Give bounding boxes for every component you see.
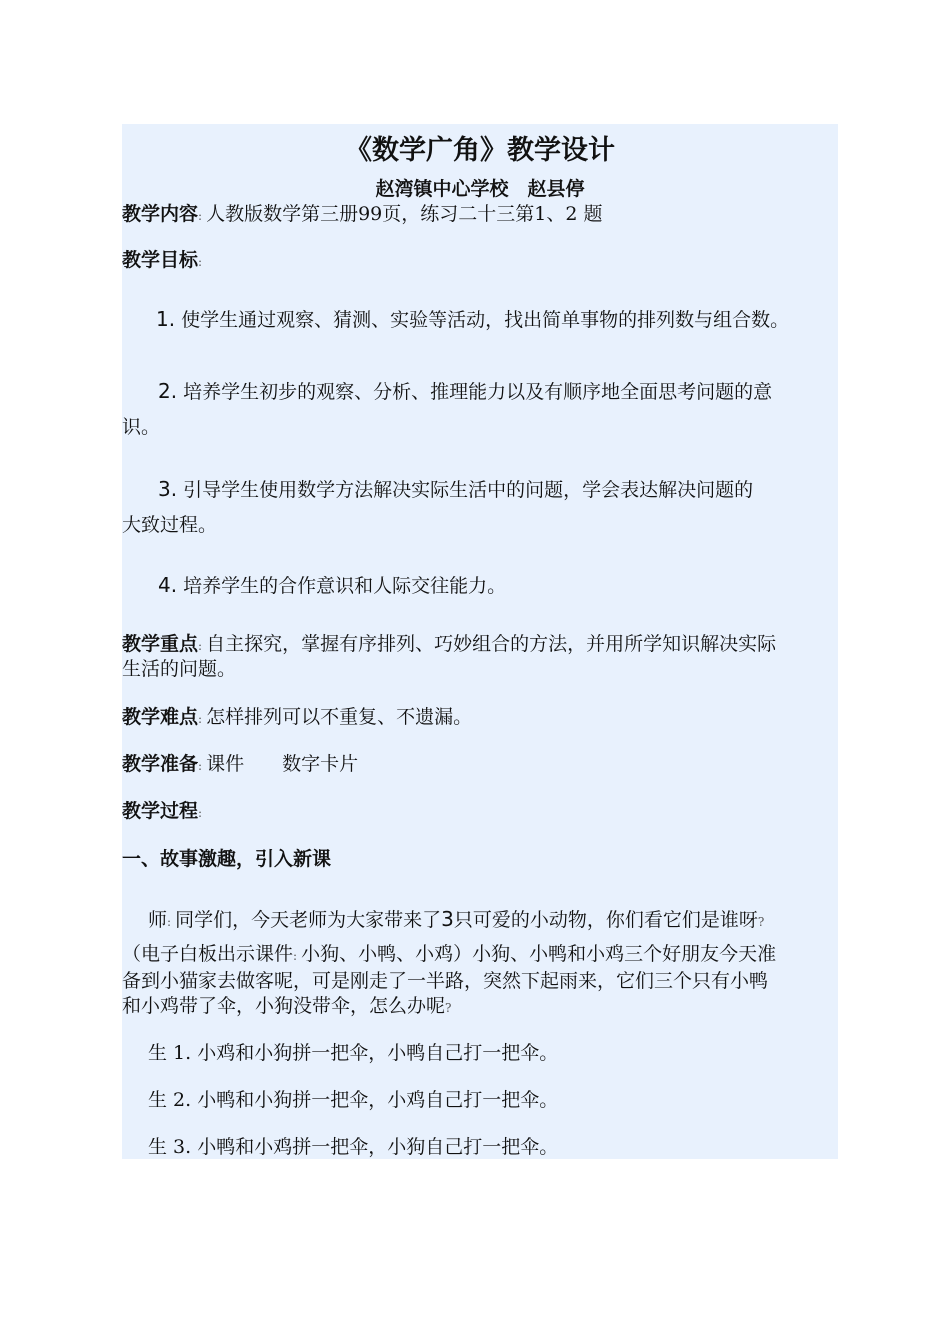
teacher-number: 3 [441, 907, 454, 931]
objective-item-3-cont: 大致过程。 [122, 514, 218, 536]
difficulties-row [122, 704, 472, 732]
author-line: 赵湾镇中心学校 赵县停 [375, 178, 585, 200]
objective-text: 使学生通过观察、猜测、实验等活动，找出简单事物的排列数与组合数。 [181, 309, 790, 331]
student-answer-2: 生 2. 小鸭和小狗拼一把伞，小鸡自己打一把伞。 [148, 1089, 559, 1111]
document-title: 《数学广角》教学设计 [345, 135, 615, 166]
preparation-colon: : [198, 759, 203, 773]
teacher-text: 和小鸡带了伞，小狗没带伞，怎么办呢 [122, 995, 446, 1017]
teacher-text: 同学们，今天老师为大家带来了 [175, 909, 442, 931]
objective-text: 培养学生初步的观察、分析、推理能力以及有顺序地全面思考问题的意 [183, 381, 773, 403]
objective-num: 4. [158, 573, 178, 597]
difficulties-colon: : [198, 712, 203, 726]
teacher-line-2 [122, 941, 776, 969]
key-points-text: 自主探究，掌握有序排列、巧妙组合的方法，并用所学知识解决实际 [206, 633, 777, 655]
objective-text: 培养学生的合作意识和人际交往能力。 [183, 575, 507, 597]
objectives-label: 教学目标 [122, 249, 199, 271]
section-heading: 一、故事激趣，引入新课 [122, 848, 332, 870]
content-row [122, 201, 602, 229]
key-points-colon: : [198, 639, 203, 653]
teacher-text: （电子白板出示课件 [122, 943, 294, 965]
student-answer-3: 生 3. 小鸭和小鸡拼一把伞，小狗自己打一把伞。 [148, 1136, 559, 1158]
teacher-colon: : [167, 915, 172, 929]
content-label: 教学内容 [122, 203, 199, 225]
difficulties-label: 教学难点 [122, 706, 199, 728]
preparation-row [122, 751, 358, 779]
objective-text: 引导学生使用数学方法解决实际生活中的问题，学会表达解决问题的 [183, 479, 754, 501]
teacher-line-4 [122, 993, 451, 1021]
preparation-text: 课件 数字卡片 [206, 753, 359, 775]
teacher-line-3: 备到小猫家去做客呢，可是刚走了一半路，突然下起雨来，它们三个只有小鸭 [122, 970, 769, 992]
key-points-cont: 生活的问题。 [122, 658, 237, 680]
process-colon: : [198, 806, 203, 820]
teacher-line-1 [148, 906, 764, 935]
objective-num: 1. [156, 307, 176, 331]
teacher-colon: : [293, 949, 298, 963]
objective-item-1 [156, 306, 789, 333]
objective-item-2 [158, 378, 772, 405]
objective-item-4 [158, 572, 506, 599]
content-text: 人教版数学第三册99页，练习二十三第1、2 题 [206, 203, 603, 225]
key-points-label: 教学重点 [122, 633, 199, 655]
content-colon: : [198, 209, 203, 223]
preparation-label: 教学准备 [122, 753, 199, 775]
teacher-text: 只可爱的小动物，你们看它们是谁呀 [453, 909, 758, 931]
teacher-prefix: 师 [148, 909, 168, 931]
objectives-row [122, 247, 206, 275]
student-answer-1: 生 1. 小鸡和小狗拼一把伞，小鸭自己打一把伞。 [148, 1042, 559, 1064]
difficulties-text: 怎样排列可以不重复、不遗漏。 [206, 706, 473, 728]
teacher-text: 小狗、小鸭、小鸡）小狗、小鸭和小鸡三个好朋友今天准 [301, 943, 777, 965]
objective-item-2-cont: 识。 [122, 416, 161, 438]
objective-item-3 [158, 476, 753, 503]
key-points-row [122, 631, 776, 659]
question-mark: ? [445, 1001, 452, 1015]
process-row [122, 798, 206, 826]
process-label: 教学过程 [122, 800, 199, 822]
objective-num: 2. [158, 379, 178, 403]
objective-num: 3. [158, 477, 178, 501]
objectives-colon: : [198, 255, 203, 269]
document-content-area [122, 124, 838, 1159]
question-mark: ? [757, 915, 765, 929]
